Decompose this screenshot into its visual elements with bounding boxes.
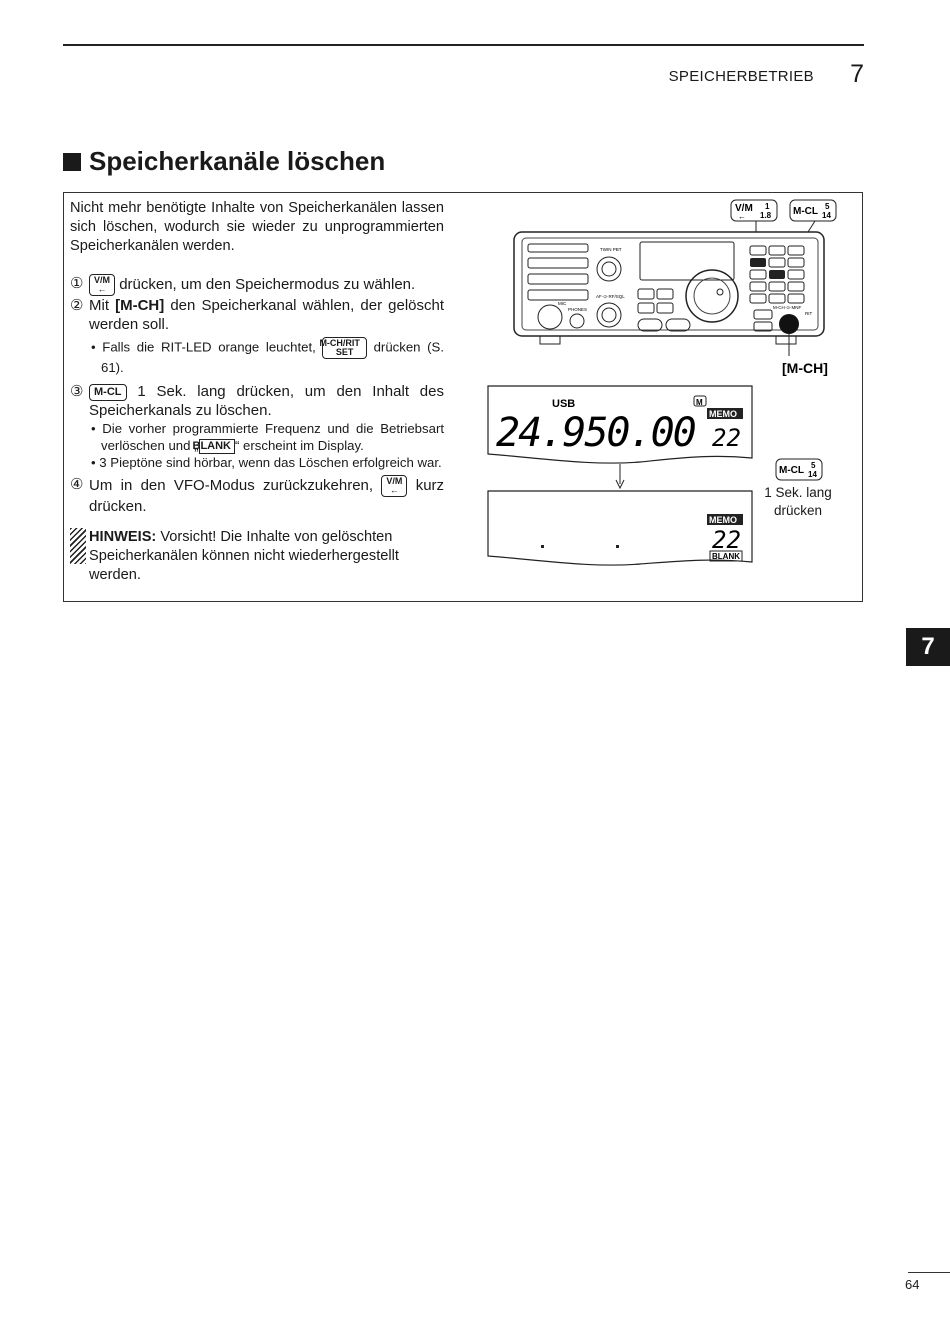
- note: [70, 528, 444, 585]
- svg-text:14: 14: [808, 470, 817, 479]
- svg-text:1.8: 1.8: [760, 211, 772, 220]
- blank-indicator-icon: BLANK: [199, 439, 236, 454]
- svg-text:AF·⊙·RF/SQL: AF·⊙·RF/SQL: [596, 294, 625, 299]
- step-3-text: 1 Sek. lang drücken, um den Inhalt des Speicherkanals zu löschen.: [89, 383, 444, 419]
- step-3-bullet-2: • 3 Pieptöne sind hörbar, wenn das Löschen erfolgreich war.: [91, 455, 442, 471]
- mch-label: [M-CH]: [782, 360, 828, 376]
- step-number: ②: [70, 297, 84, 314]
- svg-text:14: 14: [822, 211, 831, 220]
- page-title: [63, 146, 385, 177]
- mch-rit-set-key-icon: M-CH/RIT SET: [322, 337, 367, 359]
- svg-text:V/M: V/M: [735, 203, 753, 214]
- svg-text:MEMO: MEMO: [709, 515, 737, 525]
- svg-text:←: ←: [738, 212, 746, 221]
- step-3-bullet-1: • Die vorher programmierte Frequenz und die Betriebsart verlöschen und „BLANK “ erscheint im Display.: [91, 421, 444, 453]
- step-number: ③: [70, 383, 84, 400]
- mcl-key-icon: M-CL: [89, 384, 127, 401]
- chapter-number: 7: [850, 60, 864, 88]
- instruction-column: [70, 199, 444, 585]
- vm-key-icon: [731, 200, 777, 221]
- frequency-readout: 24.950.00: [496, 410, 695, 456]
- vm-key-icon: V/M ←: [381, 475, 407, 497]
- mch-knob-icon: [779, 314, 799, 334]
- svg-text:1: 1: [765, 202, 770, 211]
- lcd-display-before: [488, 386, 752, 463]
- header-rule: [63, 44, 864, 46]
- svg-text:MIC: MIC: [558, 301, 567, 306]
- svg-text:22: 22: [712, 526, 741, 554]
- step-2: ② Mit [M-CH] den Speicherkanal wählen, der gelöscht werden soll. • Falls die RIT-LED orange leuchtet, M-CH/RIT SET drücken (S. 61).: [70, 297, 445, 375]
- step-1-text: drücken, um den Speichermodus zu wählen.: [119, 275, 416, 293]
- mch-key-label: [M-CH]: [115, 297, 165, 314]
- radio-front-panel: [514, 232, 824, 344]
- svg-text:MEMO: MEMO: [709, 409, 737, 419]
- svg-text:PHONES: PHONES: [568, 307, 588, 312]
- mcl-key-icon: [776, 459, 822, 480]
- svg-text:5: 5: [825, 202, 830, 211]
- mcl-caption: 1 Sek. lang drücken: [764, 485, 832, 518]
- step-number: ④: [70, 476, 84, 494]
- step-number: ①: [70, 275, 84, 292]
- svg-text:RIT: RIT: [805, 311, 813, 316]
- section-label: SPEICHERBETRIEB: [668, 68, 814, 85]
- note-text: Vorsicht! Die Inhalte von gelöschten Speicherkanälen können nicht wiederhergestellt werden.: [89, 529, 399, 584]
- step-3: [70, 382, 444, 471]
- svg-text:M-CH·⊙·MNF: M-CH·⊙·MNF: [773, 305, 802, 310]
- vm-key-icon: V/M ←: [89, 274, 115, 296]
- square-bullet-icon: [63, 153, 81, 171]
- intro-text: Nicht mehr benötigte Inhalte von Speicherkanälen lassen sich löschen, wodurch sie wieder zu unprogrammierten Speicherkanälen werden.: [70, 200, 444, 254]
- page-number: 64: [905, 1277, 920, 1292]
- svg-text:M-CL: M-CL: [793, 206, 818, 217]
- svg-text:M-CL: M-CL: [779, 465, 804, 476]
- svg-text:5: 5: [811, 461, 816, 470]
- channel-readout: 22: [712, 424, 741, 452]
- page-number-rule: [908, 1272, 950, 1273]
- step-4: ④ Um in den VFO-Modus zurückzukehren, V/M ← kurz drücken.: [70, 476, 445, 516]
- note-label: HINWEIS:: [89, 529, 157, 546]
- note-hatch-icon: [70, 528, 86, 564]
- page-title-text: Speicherkanäle löschen: [89, 146, 386, 176]
- mcl-key-icon: [790, 200, 836, 221]
- lcd-display-after: [488, 491, 752, 565]
- svg-text:M: M: [696, 398, 703, 407]
- step-1: [70, 274, 444, 296]
- step-2-bullet: • Falls die RIT-LED orange leuchtet, M-CH/RIT SET drücken (S. 61).: [91, 338, 445, 375]
- chapter-tab: 7: [906, 628, 950, 666]
- svg-text:USB: USB: [552, 398, 576, 410]
- svg-text:TWIN PBT: TWIN PBT: [600, 247, 622, 252]
- svg-text:BLANK: BLANK: [712, 552, 740, 561]
